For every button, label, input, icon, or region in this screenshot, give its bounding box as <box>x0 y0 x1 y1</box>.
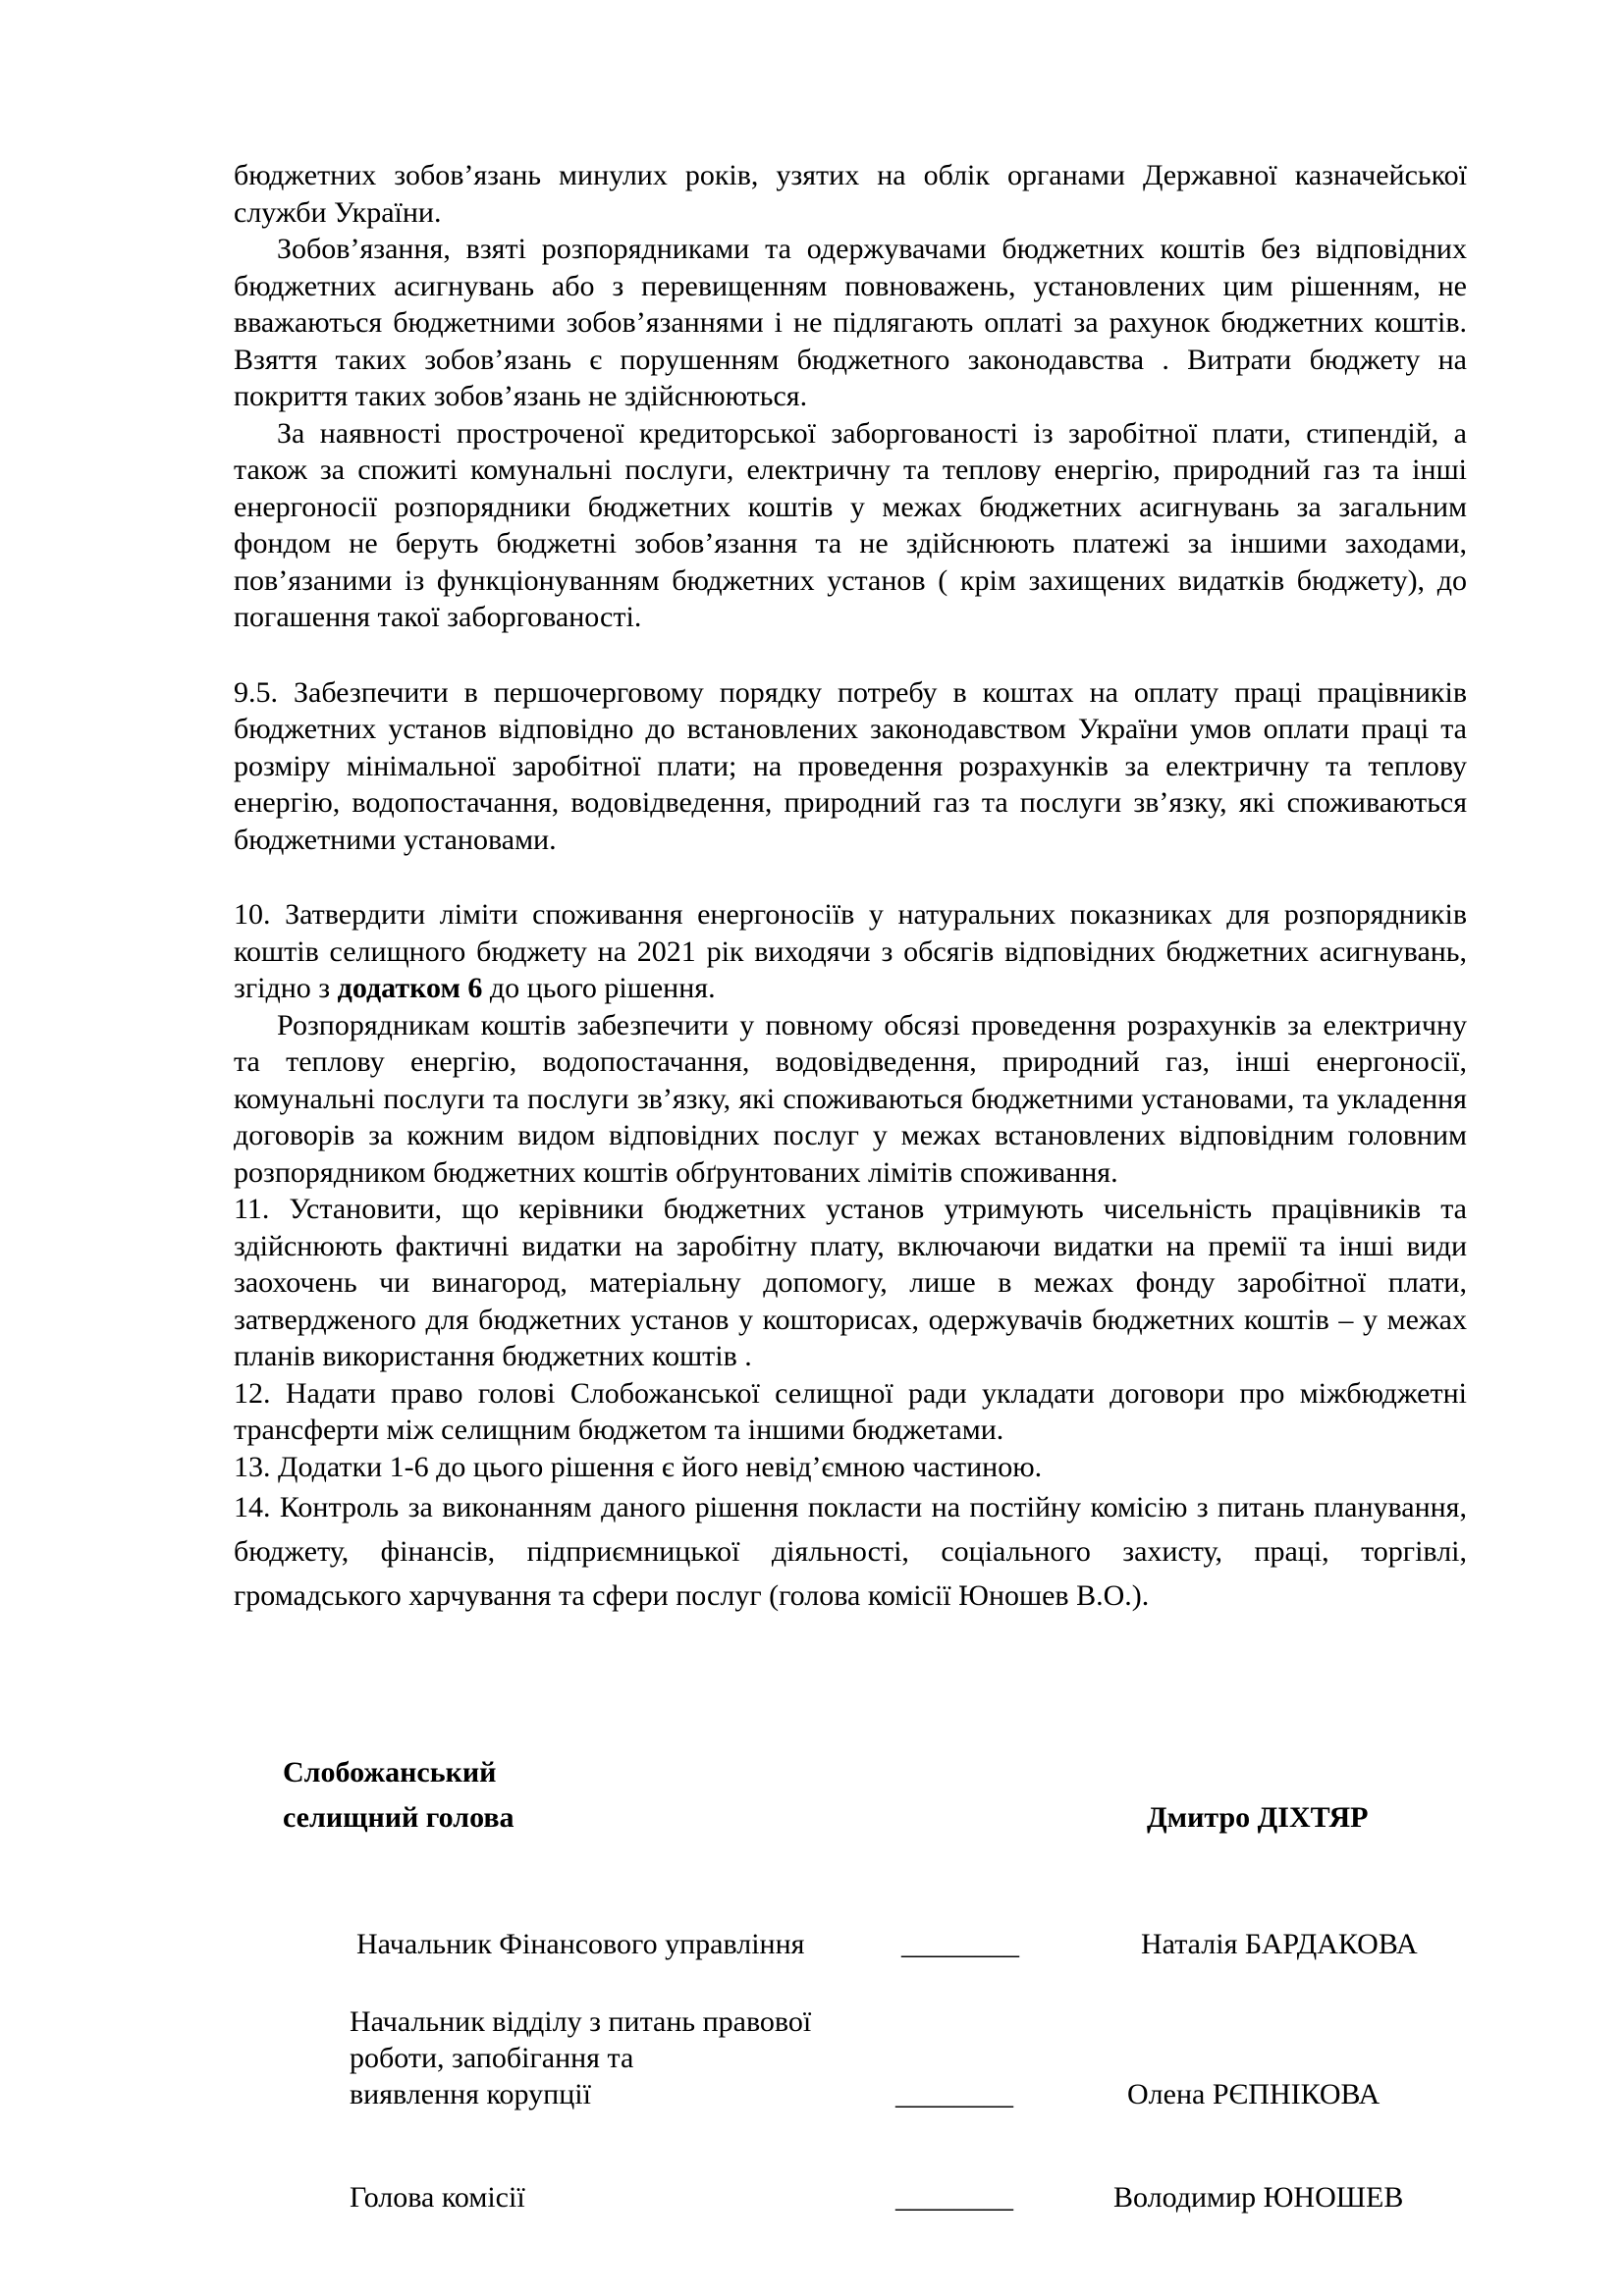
paragraph-10 <box>234 896 1467 1007</box>
paragraph-overdue-payables: За наявності простроченої кредиторської заборгованості із заробітної плати, стипендій, а також за спожиті комунальні послуги, електричну та теплову енергію, природний газ та інші енергоносії розпорядники бюджетних коштів у межах бюджетних асигнувань за загальним фондом не беруть бюджетні зобов’язання та не здійснюють платежі за іншими заходами, пов’язаними із функціонуванням бюджетних установ ( крім захищених видатків бюджету), до погашення такої заборгованості. <box>234 416 1467 633</box>
paragraph-obligations-previous-years: бюджетних зобов’язань минулих років, узятих на облік органами Державної казначейської служби України. <box>234 159 1467 229</box>
approval-commission-position: Голова комісії <box>350 2181 525 2214</box>
approval-commission-name: Володимир ЮНОШЕВ <box>1113 2181 1404 2214</box>
head-title-line2: селищний голова <box>283 1801 514 1834</box>
approval-finance-name: Наталія БАРДАКОВА <box>1141 1928 1418 1960</box>
approval-legal-position-line2: роботи, запобігання та <box>350 2042 634 2074</box>
approval-legal-position-line1: Начальник відділу з питань правової <box>350 2005 812 2038</box>
head-title-line1: Слобожанський <box>283 1756 497 1789</box>
paragraph-obligations-without-appropriations: Зобов’язання, взяті розпорядниками та одержувачами бюджетних коштів без відповідних бюджетних асигнувань або з перевищенням повноважень, установлених цим рішенням, не вважаються бюджетними зобов’язаннями і не підлягають оплаті за рахунок бюджетних коштів. Взяття таких зобов’язань є порушенням бюджетного законодавства . Витрати бюджету на покриття таких зобов’язань не здійснюються. <box>234 233 1467 412</box>
approval-legal-name: Олена РЄПНІКОВА <box>1127 2078 1380 2110</box>
approval-legal-position-line3: виявлення корупції <box>350 2078 591 2110</box>
approval-commission-signature-line: ________ <box>895 2181 1013 2214</box>
approval-legal-signature-line: ________ <box>895 2078 1013 2110</box>
appendix-6-reference: додатком 6 <box>337 972 483 1004</box>
paragraph-energy-payments: Розпорядникам коштів забезпечити у повному обсязі проведення розрахунків за електричну та теплову енергію, водопостачання, водовідведення, природний газ, інші енергоносії, комунальні послуги та послуги зв’язку, які споживаються бюджетними установами, та укладення договорів за кожним видом відповідних послуг у межах встановлених відповідним головним розпорядником бюджетних коштів обґрунтованих лімітів споживання. <box>234 1008 1467 1189</box>
approval-finance-position: Начальник Фінансового управління <box>356 1928 805 1960</box>
head-name: Дмитро ДІХТЯР <box>1147 1801 1369 1834</box>
paragraph-10-tail: до цього рішення. <box>482 972 716 1004</box>
decision-body <box>234 157 1467 1618</box>
paragraph-14: 14. Контроль за виконанням даного рішення покласти на постійну комісію з питань планування, бюджету, фінансів, підприємницької діяльності, соціального захисту, праці, торгівлі, громадського харчування та сфери послуг (голова комісії Юношев В.О.). <box>234 1491 1467 1612</box>
paragraph-13: 13. Додатки 1-6 до цього рішення є його невід’ємною частиною. <box>234 1450 1043 1483</box>
paragraph-9-5: 9.5. Забезпечити в першочерговому порядку потребу в коштах на оплату праці працівників бюджетних установ відповідно до встановлених законодавством України умов оплати праці та розміру мінімальної заробітної плати; на проведення розрахунків за електричну та теплову енергію, водопостачання, водовідведення, природний газ та послуги зв’язку, які споживаються бюджетними установами. <box>234 675 1467 856</box>
paragraph-10-text: 10. Затвердити ліміти споживання енергоносіїв у натуральних показниках для розпорядників коштів селищного бюджету на 2021 рік виходячи з обсягів відповідних бюджетних асигнувань, згідно з <box>234 898 1467 1004</box>
paragraph-12: 12. Надати право голові Слобожанської селищної ради укладати договори про міжбюджетні трансферти між селищним бюджетом та іншими бюджетами. <box>234 1376 1467 1446</box>
paragraph-11: 11. Установити, що керівники бюджетних установ утримують чисельність працівників та здійснюють фактичні видатки на заробітну плату, включаючи видатки на премії та інші види заохочень чи винагород, матеріальну допомогу, лише в межах фонду заробітної плати, затвердженого для бюджетних установ у кошторисах, одержувачів бюджетних коштів – у межах планів використання бюджетних коштів . <box>234 1193 1467 1372</box>
approval-finance-signature-line: ________ <box>901 1928 1019 1960</box>
